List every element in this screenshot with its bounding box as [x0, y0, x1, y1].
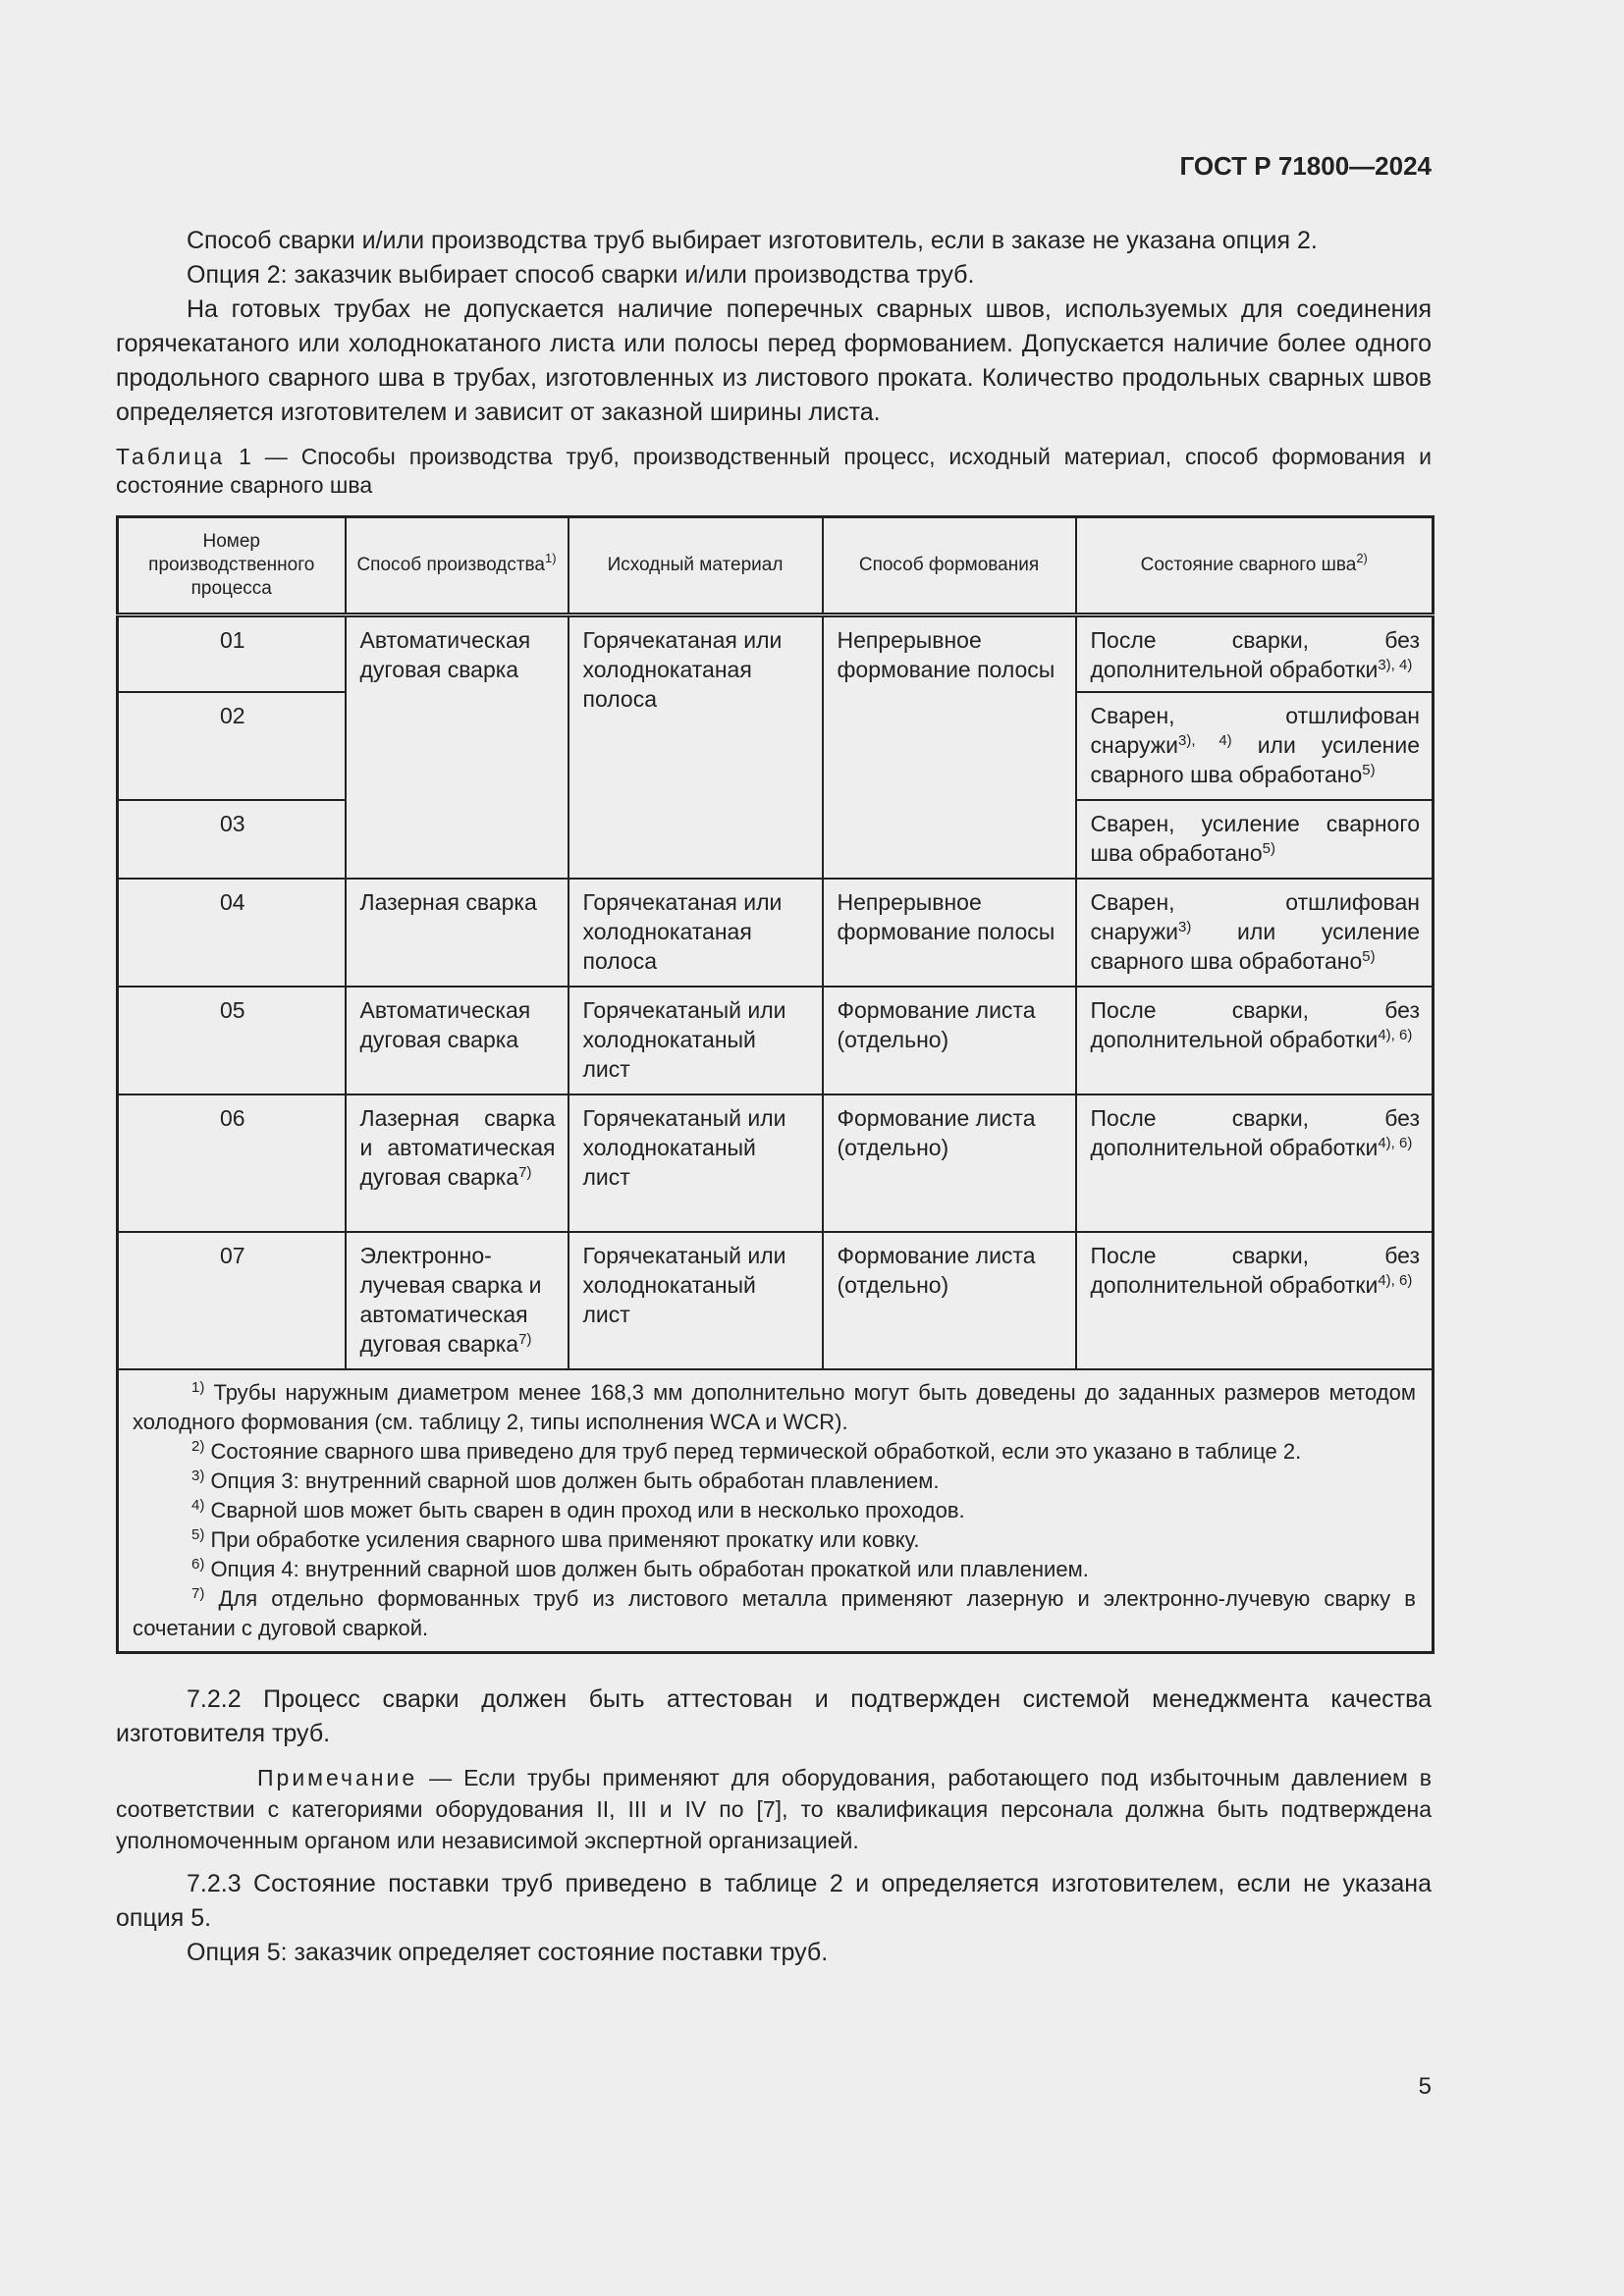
cell-weld: После сварки, без дополнительной обработки$^{3), 4)}$ — [1076, 615, 1434, 692]
cell-material: Горячекатаный или холоднокатаный лист — [568, 1095, 823, 1232]
cell-number: 07 — [118, 1232, 346, 1369]
cell-forming: Непрерывное формование полосы — [823, 879, 1076, 987]
intro-text — [116, 224, 1432, 430]
remark-label: Примечание — [257, 1765, 418, 1790]
table-row — [118, 615, 1434, 692]
cell-weld: После сварки, без дополнительной обработки$^{4), 6)}$ — [1076, 1232, 1434, 1369]
cell-material: Горячекатаный или холоднокатаный лист — [568, 1232, 823, 1369]
table-note: $^{6)}$ Опция 4: внутренний сварной шов должен быть обработан прокаткой или плавлением. — [191, 1555, 1089, 1581]
table-note: $^{2)}$ Состояние сварного шва приведено для труб перед термической обработкой, если это указано в таблице 2. — [191, 1437, 1302, 1464]
cell-number: 06 — [118, 1095, 346, 1232]
cell-weld: Сварен, отшлифован снаружи$^{3), 4)}$ или усиление сварного шва обработано$^{5)}$ — [1076, 692, 1434, 800]
cell-material: Горячекатаная или холоднокатаная полоса — [568, 879, 823, 987]
table-notes-row — [118, 1369, 1434, 1653]
table-caption — [116, 443, 1432, 500]
cell-method: Автоматическая дуговая сварка — [346, 987, 568, 1095]
table-row — [118, 1095, 1434, 1232]
cell-material: Горячекатаный или холоднокатаный лист — [568, 987, 823, 1095]
cell-forming: Непрерывное формование полосы — [823, 615, 1076, 879]
table-caption-text: 1 — Способы производства труб, производственный процесс, исходный материал, способ формования и состояние сварного шва — [116, 444, 1432, 498]
cell-number: 03 — [118, 800, 346, 879]
section-7-2-3 — [116, 1867, 1432, 1970]
production-methods-table — [116, 515, 1435, 1654]
table-note: $^{5)}$ При обработке усиления сварного шва применяют прокатку или ковку. — [191, 1525, 920, 1552]
remark-text: — Если трубы применяют для оборудования, работающего под избыточным давлением в соответствии с категориями оборудования II, III и IV по [7], то квалификация персонала должна быть подтверждена уполномоченным органом или независимой экспертной организацией. — [116, 1765, 1432, 1853]
page-number: 5 — [1418, 2073, 1432, 2100]
cell-method: Автоматическая дуговая сварка — [346, 615, 568, 879]
section-7-2-2-text: 7.2.2 Процесс сварки должен быть аттестован и подтвержден системой менеджмента качества изготовителя труб. — [116, 1685, 1432, 1747]
table-note: $^{1)}$ Трубы наружным диаметром менее 168,3 мм дополнительно могут быть доведены до заданных размеров методом холодного формования (см. таблицу 2, типы исполнения WCA и WCR). — [133, 1378, 1416, 1434]
cell-forming: Формование листа (отдельно) — [823, 1232, 1076, 1369]
cell-number: 02 — [118, 692, 346, 800]
cell-number: 04 — [118, 879, 346, 987]
intro-paragraph-1: Способ сварки и/или производства труб выбирает изготовитель, если в заказе не указана опция 2. — [187, 227, 1318, 254]
cell-material: Горячекатаная или холоднокатаная полоса — [568, 615, 823, 879]
standard-code: ГОСТ Р 71800—2024 — [1179, 151, 1432, 181]
cell-weld: Сварен, усиление сварного шва обработано$^{5)}$ — [1076, 800, 1434, 879]
cell-method: Лазерная сварка — [346, 879, 568, 987]
cell-forming: Формование листа (отдельно) — [823, 987, 1076, 1095]
section-7-2-3-option: Опция 5: заказчик определяет состояние поставки труб. — [187, 1939, 829, 1966]
table-row — [118, 879, 1434, 987]
table-note: $^{4)}$ Сварной шов может быть сварен в один проход или в несколько проходов. — [191, 1496, 965, 1522]
remark — [116, 1762, 1432, 1856]
header-weld-condition: Состояние сварного шва$^{2)}$ — [1076, 517, 1434, 615]
table-note: $^{7)}$ Для отдельно формованных труб из листового металла применяют лазерную и электронно-лучевую сварку в сочетании с дуговой сваркой. — [133, 1584, 1416, 1640]
cell-weld: После сварки, без дополнительной обработки$^{4), 6)}$ — [1076, 1095, 1434, 1232]
section-7-2-2 — [116, 1682, 1432, 1751]
table-header-row — [118, 517, 1434, 615]
table-note: $^{3)}$ Опция 3: внутренний сварной шов должен быть обработан плавлением. — [191, 1467, 940, 1493]
cell-number: 05 — [118, 987, 346, 1095]
header-process-number: Номер производственного процесса — [118, 517, 346, 615]
section-7-2-3-text: 7.2.3 Состояние поставки труб приведено в таблице 2 и определяется изготовителем, если не указана опция 5. — [116, 1870, 1432, 1932]
header-forming: Способ формования — [823, 517, 1076, 615]
intro-paragraph-2: Опция 2: заказчик выбирает способ сварки и/или производства труб. — [187, 261, 975, 289]
table-notes — [118, 1369, 1434, 1653]
header-material: Исходный материал — [568, 517, 823, 615]
cell-weld: Сварен, отшлифован снаружи$^{3)}$ или усиление сварного шва обработано$^{5)}$ — [1076, 879, 1434, 987]
table-row — [118, 1232, 1434, 1369]
cell-method: Электронно-лучевая сварка и автоматическая дуговая сварка$^{7)}$ — [346, 1232, 568, 1369]
table-caption-prefix: Таблица — [116, 444, 226, 469]
cell-forming: Формование листа (отдельно) — [823, 1095, 1076, 1232]
table-row — [118, 987, 1434, 1095]
cell-method: Лазерная сварка и автоматическая дуговая сварка$^{7)}$ — [346, 1095, 568, 1232]
cell-weld: После сварки, без дополнительной обработки$^{4), 6)}$ — [1076, 987, 1434, 1095]
header-production-method: Способ производства$^{1)}$ — [346, 517, 568, 615]
intro-paragraph-3: На готовых трубах не допускается наличие поперечных сварных швов, используемых для соединения горячекатаного или холоднокатаного листа или полосы перед формованием. Допускается наличие более одного продольного сварного шва в трубах, изготовленных из листового проката. Количество продольных сварных швов определяется изготовителем и зависит от заказной ширины листа. — [116, 295, 1432, 426]
cell-number: 01 — [118, 615, 346, 692]
